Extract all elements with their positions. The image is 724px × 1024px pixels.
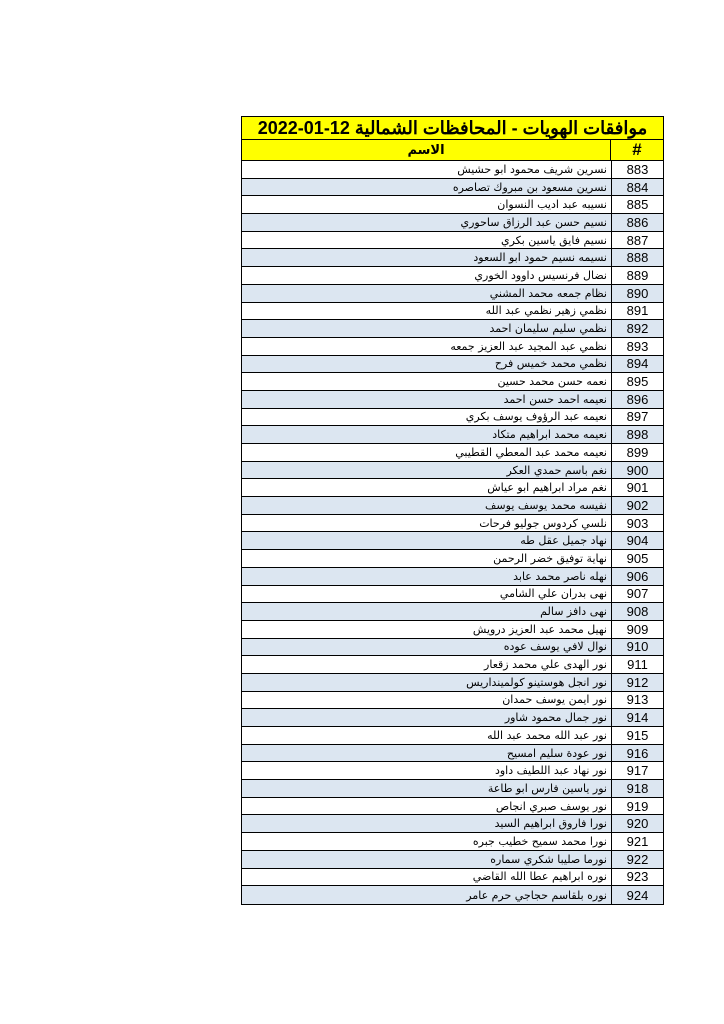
row-number: 895 (611, 373, 663, 390)
row-name: نلسي كردوس جوليو فرحات (479, 516, 607, 530)
row-number: 884 (611, 179, 663, 196)
row-number: 917 (611, 762, 663, 779)
table-row (242, 515, 663, 533)
row-name: نعيمه احمد حسن احمد (242, 391, 611, 408)
row-number: 923 (611, 869, 663, 886)
row-name: نظام جمعه محمد المشني (242, 285, 611, 302)
number-column-header: # (610, 140, 663, 160)
row-name: نوال لافي يوسف عوده (242, 639, 611, 656)
row-name: نور عودة سليم امسيح (242, 745, 611, 762)
table-row (242, 249, 663, 267)
row-name: نهله ناصر محمد عابد (242, 568, 611, 585)
row-number: 887 (611, 232, 663, 249)
row-number: 888 (611, 249, 663, 266)
table-row (242, 409, 663, 427)
table-row (242, 497, 663, 515)
table-row (242, 692, 663, 710)
table-row (242, 603, 663, 621)
row-number: 910 (611, 639, 663, 656)
table-row (242, 356, 663, 374)
table-title: موافقات الهويات - المحافظات الشمالية 12-01-2022 (242, 117, 663, 140)
row-name: نظمي زهير نظمي عبد الله (485, 304, 607, 318)
row-name: نعمه حسن محمد حسين (497, 375, 607, 389)
row-name: نظمي محمد خميس فرح (242, 356, 611, 373)
row-name: نفيسه محمد يوسف يوسف (242, 497, 611, 514)
row-name: نسرين شريف محمود ابو حشيش (457, 162, 607, 176)
row-number: 889 (611, 267, 663, 284)
table-row (242, 391, 663, 409)
row-name: نظمي سليم سليمان احمد (242, 320, 611, 337)
row-number: 913 (611, 692, 663, 709)
row-name: نعيمه محمد ابراهيم متكاد (242, 426, 611, 443)
table-row (242, 798, 663, 816)
table-row (242, 586, 663, 604)
row-name: نور عبد الله محمد عبد الله (487, 728, 607, 742)
row-number: 883 (611, 161, 663, 178)
row-number: 903 (611, 515, 663, 532)
row-name: نهاد جميل عقل طه (242, 532, 611, 549)
row-name: نهى دافز سالم (242, 603, 611, 620)
row-number: 918 (611, 780, 663, 797)
row-name: نسيبه عبد اديب النسوان (497, 198, 607, 212)
row-name: نور يوسف صبري انجاص (495, 799, 607, 813)
row-name: نور الهدى علي محمد زقعار (484, 658, 607, 672)
name-column-header: الاسم (407, 142, 445, 158)
table-row (242, 426, 663, 444)
row-number: 900 (611, 462, 663, 479)
table-row (242, 639, 663, 657)
table-row (242, 709, 663, 727)
row-number: 924 (611, 886, 663, 904)
row-name: نورما صليبا شكري سماره (242, 851, 611, 868)
table-row (242, 285, 663, 303)
row-number: 893 (611, 338, 663, 355)
table-row (242, 196, 663, 214)
row-number: 916 (611, 745, 663, 762)
row-name: نور جمال محمود شاور (242, 709, 611, 726)
table-row (242, 869, 663, 887)
row-number: 898 (611, 426, 663, 443)
row-name: نعيمه عبد الرؤوف يوسف بكري (465, 410, 607, 424)
table-row (242, 762, 663, 780)
row-number: 909 (611, 621, 663, 638)
table-row (242, 320, 663, 338)
table-row (242, 851, 663, 869)
row-name: نورا محمد سميح خطيب جبره (472, 834, 607, 848)
table-row (242, 479, 663, 497)
row-name: نور ايمن يوسف حمدان (502, 693, 607, 707)
row-name: نهيل محمد عبد العزيز درويش (472, 622, 607, 636)
table-row (242, 161, 663, 179)
table-row (242, 745, 663, 763)
row-number: 904 (611, 532, 663, 549)
row-number: 921 (611, 833, 663, 850)
table-row (242, 444, 663, 462)
row-number: 911 (611, 656, 663, 673)
table-row (242, 815, 663, 833)
row-number: 885 (611, 196, 663, 213)
table-row (242, 727, 663, 745)
row-number: 922 (611, 851, 663, 868)
row-name: نورا فاروق ابراهيم السيد (242, 815, 611, 832)
table-row (242, 886, 663, 904)
row-name: نضال فرنسيس داوود الخوري (474, 268, 607, 282)
approvals-table (241, 116, 664, 905)
row-name: نوره ابراهيم عطا الله القاضي (472, 870, 607, 884)
row-number: 912 (611, 674, 663, 691)
table-row (242, 550, 663, 568)
row-name: نسيم حسن عبد الرزاق ساحوري (242, 214, 611, 231)
row-number: 915 (611, 727, 663, 744)
row-name: نور انجل هوستينو كولمينداريس (242, 674, 611, 691)
row-name: نهاية توفيق خضر الرحمن (493, 551, 607, 565)
row-name: نعيمه محمد عبد المعطي القطيبي (455, 445, 607, 459)
row-name: نسيم فايق ياسين بكري (501, 233, 607, 247)
row-number: 919 (611, 798, 663, 815)
table-row (242, 373, 663, 391)
table-row (242, 532, 663, 550)
row-name: نغم مراد ابراهيم ابو عياش (487, 481, 607, 495)
table-row (242, 338, 663, 356)
row-name: نسرين مسعود بن مبروك تصاصره (242, 179, 611, 196)
row-number: 914 (611, 709, 663, 726)
table-body (242, 161, 663, 904)
table-row (242, 780, 663, 798)
table-row (242, 267, 663, 285)
table-row (242, 462, 663, 480)
table-row (242, 656, 663, 674)
table-row (242, 621, 663, 639)
row-number: 902 (611, 497, 663, 514)
row-name: نور نهاد عبد اللطيف داود (494, 764, 607, 778)
table-row (242, 833, 663, 851)
row-name: نهى بدران علي الشامي (499, 587, 607, 601)
table-row (242, 232, 663, 250)
row-name: نسيمه نسيم حمود ابو السعود (242, 249, 611, 266)
table-row (242, 179, 663, 197)
row-number: 891 (611, 303, 663, 320)
row-number: 901 (611, 479, 663, 496)
column-header-row (242, 140, 663, 161)
table-row (242, 674, 663, 692)
row-number: 896 (611, 391, 663, 408)
table-row (242, 214, 663, 232)
table-row (242, 568, 663, 586)
row-name: نظمي عبد المجيد عبد العزيز جمعه (450, 339, 607, 353)
row-number: 905 (611, 550, 663, 567)
row-number: 899 (611, 444, 663, 461)
row-number: 907 (611, 586, 663, 603)
row-name: نوره بلقاسم حجاجي حرم عامر (242, 886, 611, 904)
row-name: نغم باسم حمدي العكر (242, 462, 611, 479)
row-number: 908 (611, 603, 663, 620)
row-number: 920 (611, 815, 663, 832)
table-row (242, 303, 663, 321)
row-number: 897 (611, 409, 663, 426)
row-number: 892 (611, 320, 663, 337)
row-number: 906 (611, 568, 663, 585)
row-number: 894 (611, 356, 663, 373)
row-number: 886 (611, 214, 663, 231)
row-name: نور ياسين فارس ابو طاعة (242, 780, 611, 797)
row-number: 890 (611, 285, 663, 302)
